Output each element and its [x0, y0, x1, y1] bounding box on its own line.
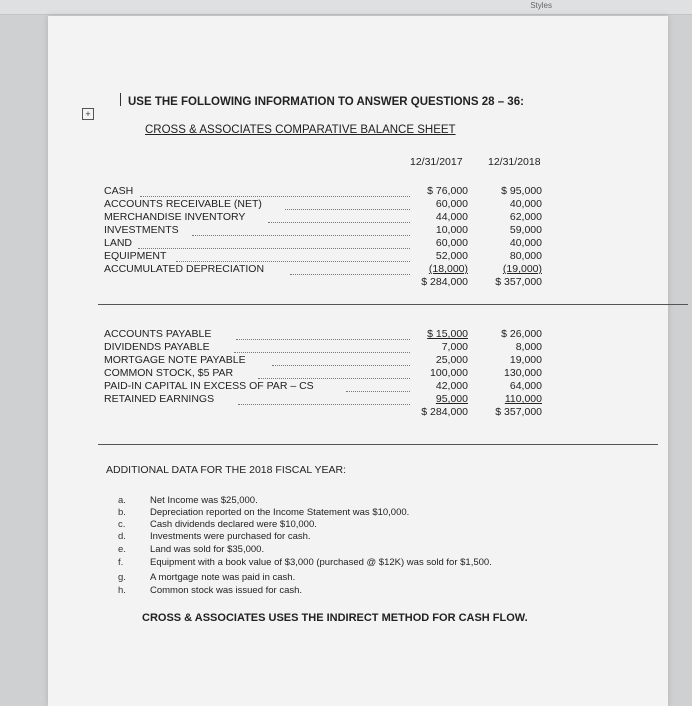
asset-label: EQUIPMENT	[104, 250, 167, 262]
liability-label: PAID-IN CAPITAL IN EXCESS OF PAR – CS	[104, 380, 314, 392]
asset-label: MERCHANDISE INVENTORY	[104, 211, 246, 223]
list-marker: b.	[118, 507, 126, 518]
liability-label: DIVIDENDS PAYABLE	[104, 341, 210, 353]
liability-label: COMMON STOCK, $5 PAR	[104, 367, 234, 379]
asset-label: INVESTMENTS	[104, 224, 179, 236]
asset-value-2017: 60,000	[435, 198, 468, 210]
list-item: Cash dividends declared were $10,000.	[150, 519, 317, 530]
asset-label: CASH	[104, 185, 134, 197]
liability-value-2018: 110,000	[504, 393, 542, 405]
table-move-handle-icon[interactable]: +	[82, 108, 94, 120]
list-item: Investments were purchased for cash.	[150, 531, 311, 542]
asset-label: ACCOUNTS RECEIVABLE (NET)	[104, 198, 262, 210]
list-item: Net Income was $25,000.	[150, 495, 258, 506]
asset-value-2017: $ 76,000	[427, 185, 468, 197]
liability-value-2018: 64,000	[509, 380, 542, 392]
liability-label: ACCOUNTS PAYABLE	[104, 328, 212, 340]
list-marker: c.	[118, 519, 126, 530]
list-item: Land was sold for $35,000.	[150, 544, 265, 555]
top-toolbar	[0, 0, 692, 15]
asset-value-2018: 40,000	[509, 237, 542, 249]
liability-label: MORTGAGE NOTE PAYABLE	[104, 354, 246, 366]
list-marker: a.	[118, 495, 126, 506]
asset-value-2018: 59,000	[509, 224, 542, 236]
list-item: Equipment with a book value of $3,000 (purchased @ $12K) was sold for $1,500.	[150, 557, 492, 568]
text-cursor	[120, 93, 121, 106]
asset-value-2017: (18,000)	[428, 263, 468, 275]
balance-sheet-title: CROSS & ASSOCIATES COMPARATIVE BALANCE SHEET	[145, 124, 456, 136]
liability-value-2018: 8,000	[515, 341, 542, 353]
liability-value-2018: 130,000	[504, 367, 542, 379]
liability-value-2017: 7,000	[441, 341, 468, 353]
liabilities-total-2018: $ 357,000	[495, 406, 542, 418]
liability-value-2018: 19,000	[509, 354, 542, 366]
liability-value-2017: 100,000	[430, 367, 468, 379]
section-divider	[98, 304, 688, 305]
asset-value-2017: 10,000	[435, 224, 468, 236]
liabilities-total-2017: $ 284,000	[421, 406, 468, 418]
page-heading: USE THE FOLLOWING INFORMATION TO ANSWER QUESTIONS 28 – 36:	[128, 96, 524, 108]
liability-value-2017: 42,000	[435, 380, 468, 392]
additional-data-title: ADDITIONAL DATA FOR THE 2018 FISCAL YEAR:	[106, 464, 347, 476]
list-item: A mortgage note was paid in cash.	[150, 572, 296, 583]
asset-label: ACCUMULATED DEPRECIATION	[104, 263, 265, 275]
footer-note: CROSS & ASSOCIATES USES THE INDIRECT METHOD FOR CASH FLOW.	[142, 612, 528, 624]
styles-label[interactable]: Styles	[530, 1, 552, 10]
asset-value-2018: (19,000)	[502, 263, 542, 275]
liability-label: RETAINED EARNINGS	[104, 393, 215, 405]
list-marker: d.	[118, 531, 126, 542]
list-marker: e.	[118, 544, 126, 555]
asset-value-2018: 40,000	[509, 198, 542, 210]
list-item: Depreciation reported on the Income Statement was $10,000.	[150, 507, 410, 518]
liability-value-2018: $ 26,000	[501, 328, 542, 340]
date-header-2017: 12/31/2017	[410, 156, 463, 168]
list-marker: h.	[118, 585, 126, 596]
asset-value-2018: 62,000	[509, 211, 542, 223]
assets-total-2017: $ 284,000	[421, 276, 468, 288]
list-marker: g.	[118, 572, 126, 583]
assets-total-2018: $ 357,000	[495, 276, 542, 288]
list-item: Common stock was issued for cash.	[150, 585, 303, 596]
section-divider	[98, 444, 658, 445]
liability-value-2017: 25,000	[435, 354, 468, 366]
asset-value-2018: 80,000	[509, 250, 542, 262]
liability-value-2017: $ 15,000	[427, 328, 468, 340]
date-header-2018: 12/31/2018	[488, 156, 541, 168]
asset-value-2017: 52,000	[435, 250, 468, 262]
list-marker: f.	[118, 557, 124, 568]
asset-label: LAND	[104, 237, 133, 249]
asset-value-2017: 60,000	[435, 237, 468, 249]
asset-value-2018: $ 95,000	[501, 185, 542, 197]
asset-value-2017: 44,000	[435, 211, 468, 223]
liability-value-2017: 95,000	[435, 393, 468, 405]
